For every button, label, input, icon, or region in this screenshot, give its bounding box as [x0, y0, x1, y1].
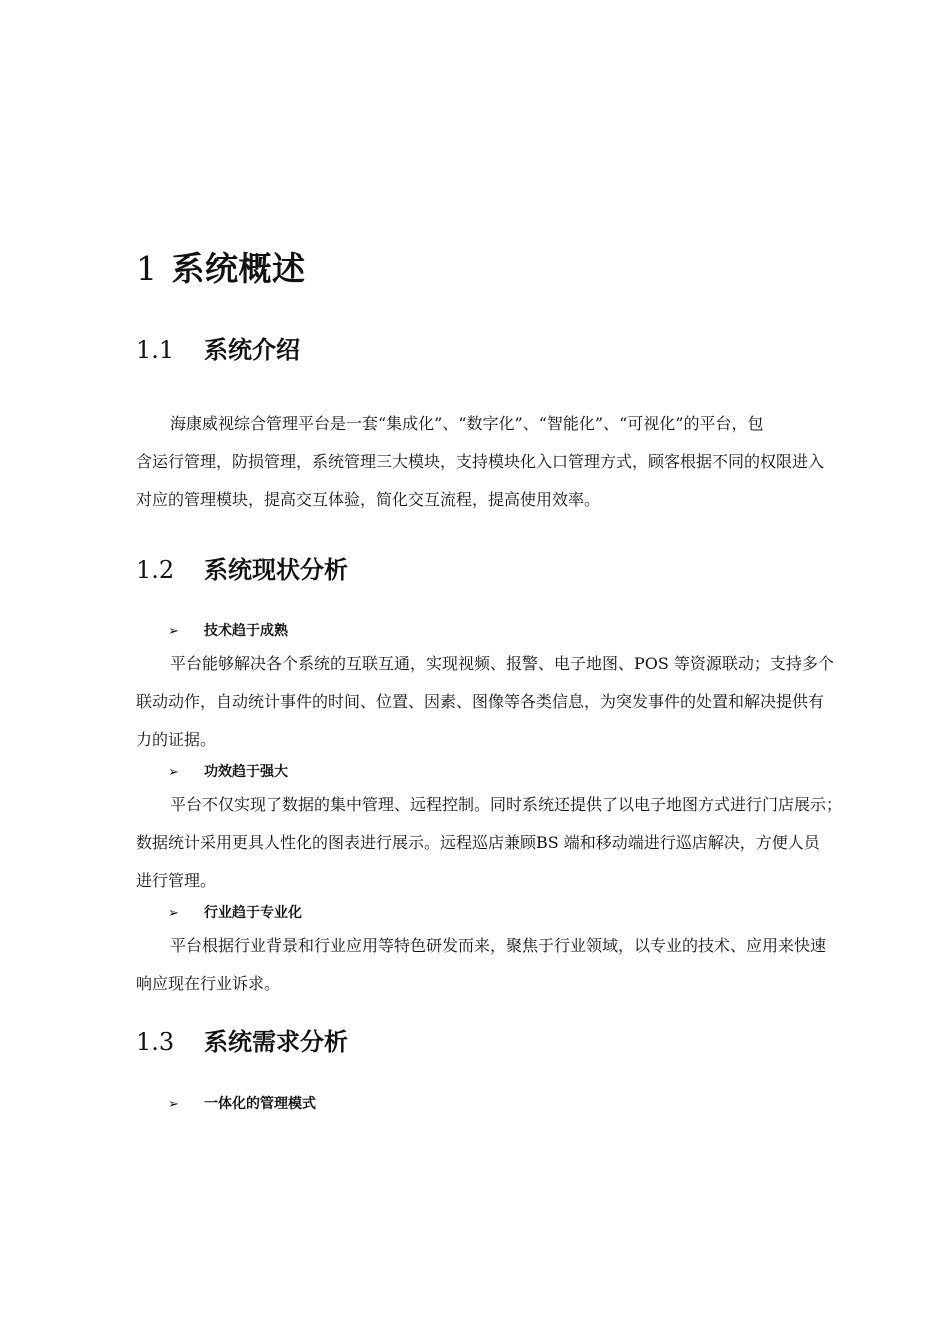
- paragraph-line: 联动动作，自动统计事件的时间、位置、因素、图像等各类信息，为突发事件的处置和解决提供有: [136, 692, 825, 711]
- section-heading-1-2: [136, 554, 348, 586]
- arrow-bullet-icon: ➢: [168, 765, 179, 780]
- chapter-title: 系统概述: [171, 249, 306, 288]
- bullet-label: 技术趋于成熟: [204, 623, 288, 639]
- paragraph-line: 平台根据行业背景和行业应用等特色研发而来，聚焦于行业领域，以专业的技术、应用来快速: [170, 936, 827, 955]
- paragraph-line: 平台能够解决各个系统的互联互通，实现视频、报警、电子地图、POS 等资源联动；支持多个: [170, 654, 834, 673]
- industry-paragraph: [136, 927, 860, 1003]
- bullet-item-industry: [168, 902, 302, 925]
- section-number: 1.3: [136, 1028, 175, 1056]
- chapter-number: 1: [136, 249, 158, 288]
- section-heading-1-1: [136, 334, 300, 366]
- bullet-item-power: [168, 761, 288, 784]
- bullet-item-integrated: [168, 1093, 316, 1116]
- bullet-label: 一体化的管理模式: [204, 1096, 316, 1112]
- section-title: 系统现状分析: [204, 556, 348, 584]
- paragraph-line: 响应现在行业诉求。: [136, 974, 281, 993]
- paragraph-line: 数据统计采用更具人性化的图表进行展示。远程巡店兼顾BS 端和移动端进行巡店解决，方便人员: [136, 833, 820, 852]
- paragraph-line: 力的证据。: [136, 730, 217, 749]
- section-number: 1.2: [136, 556, 175, 584]
- arrow-bullet-icon: ➢: [168, 1097, 179, 1112]
- arrow-bullet-icon: ➢: [168, 624, 179, 639]
- paragraph-line: 进行管理。: [136, 871, 217, 890]
- paragraph-line: 对应的管理模块，提高交互体验，简化交互流程，提高使用效率。: [136, 490, 601, 509]
- tech-paragraph: [136, 645, 860, 759]
- paragraph-line: 含运行管理，防损管理，系统管理三大模块，支持模块化入口管理方式，顾客根据不同的权限进入: [136, 452, 825, 471]
- bullet-label: 行业趋于专业化: [204, 905, 302, 921]
- section-title: 系统介绍: [204, 336, 300, 364]
- bullet-item-tech: [168, 620, 288, 643]
- paragraph-line: 平台不仅实现了数据的集中管理、远程控制。同时系统还提供了以电子地图方式进行门店展示；: [170, 795, 843, 814]
- section-heading-1-3: [136, 1026, 348, 1058]
- intro-paragraph: [136, 405, 860, 519]
- section-number: 1.1: [136, 336, 175, 364]
- section-title: 系统需求分析: [204, 1028, 348, 1056]
- bullet-label: 功效趋于强大: [204, 764, 288, 780]
- paragraph-line: 海康威视综合管理平台是一套“集成化”、“数字化”、“智能化”、“可视化”的平台，包: [170, 414, 764, 433]
- arrow-bullet-icon: ➢: [168, 906, 179, 921]
- power-paragraph: [136, 786, 860, 900]
- chapter-heading: [136, 248, 306, 290]
